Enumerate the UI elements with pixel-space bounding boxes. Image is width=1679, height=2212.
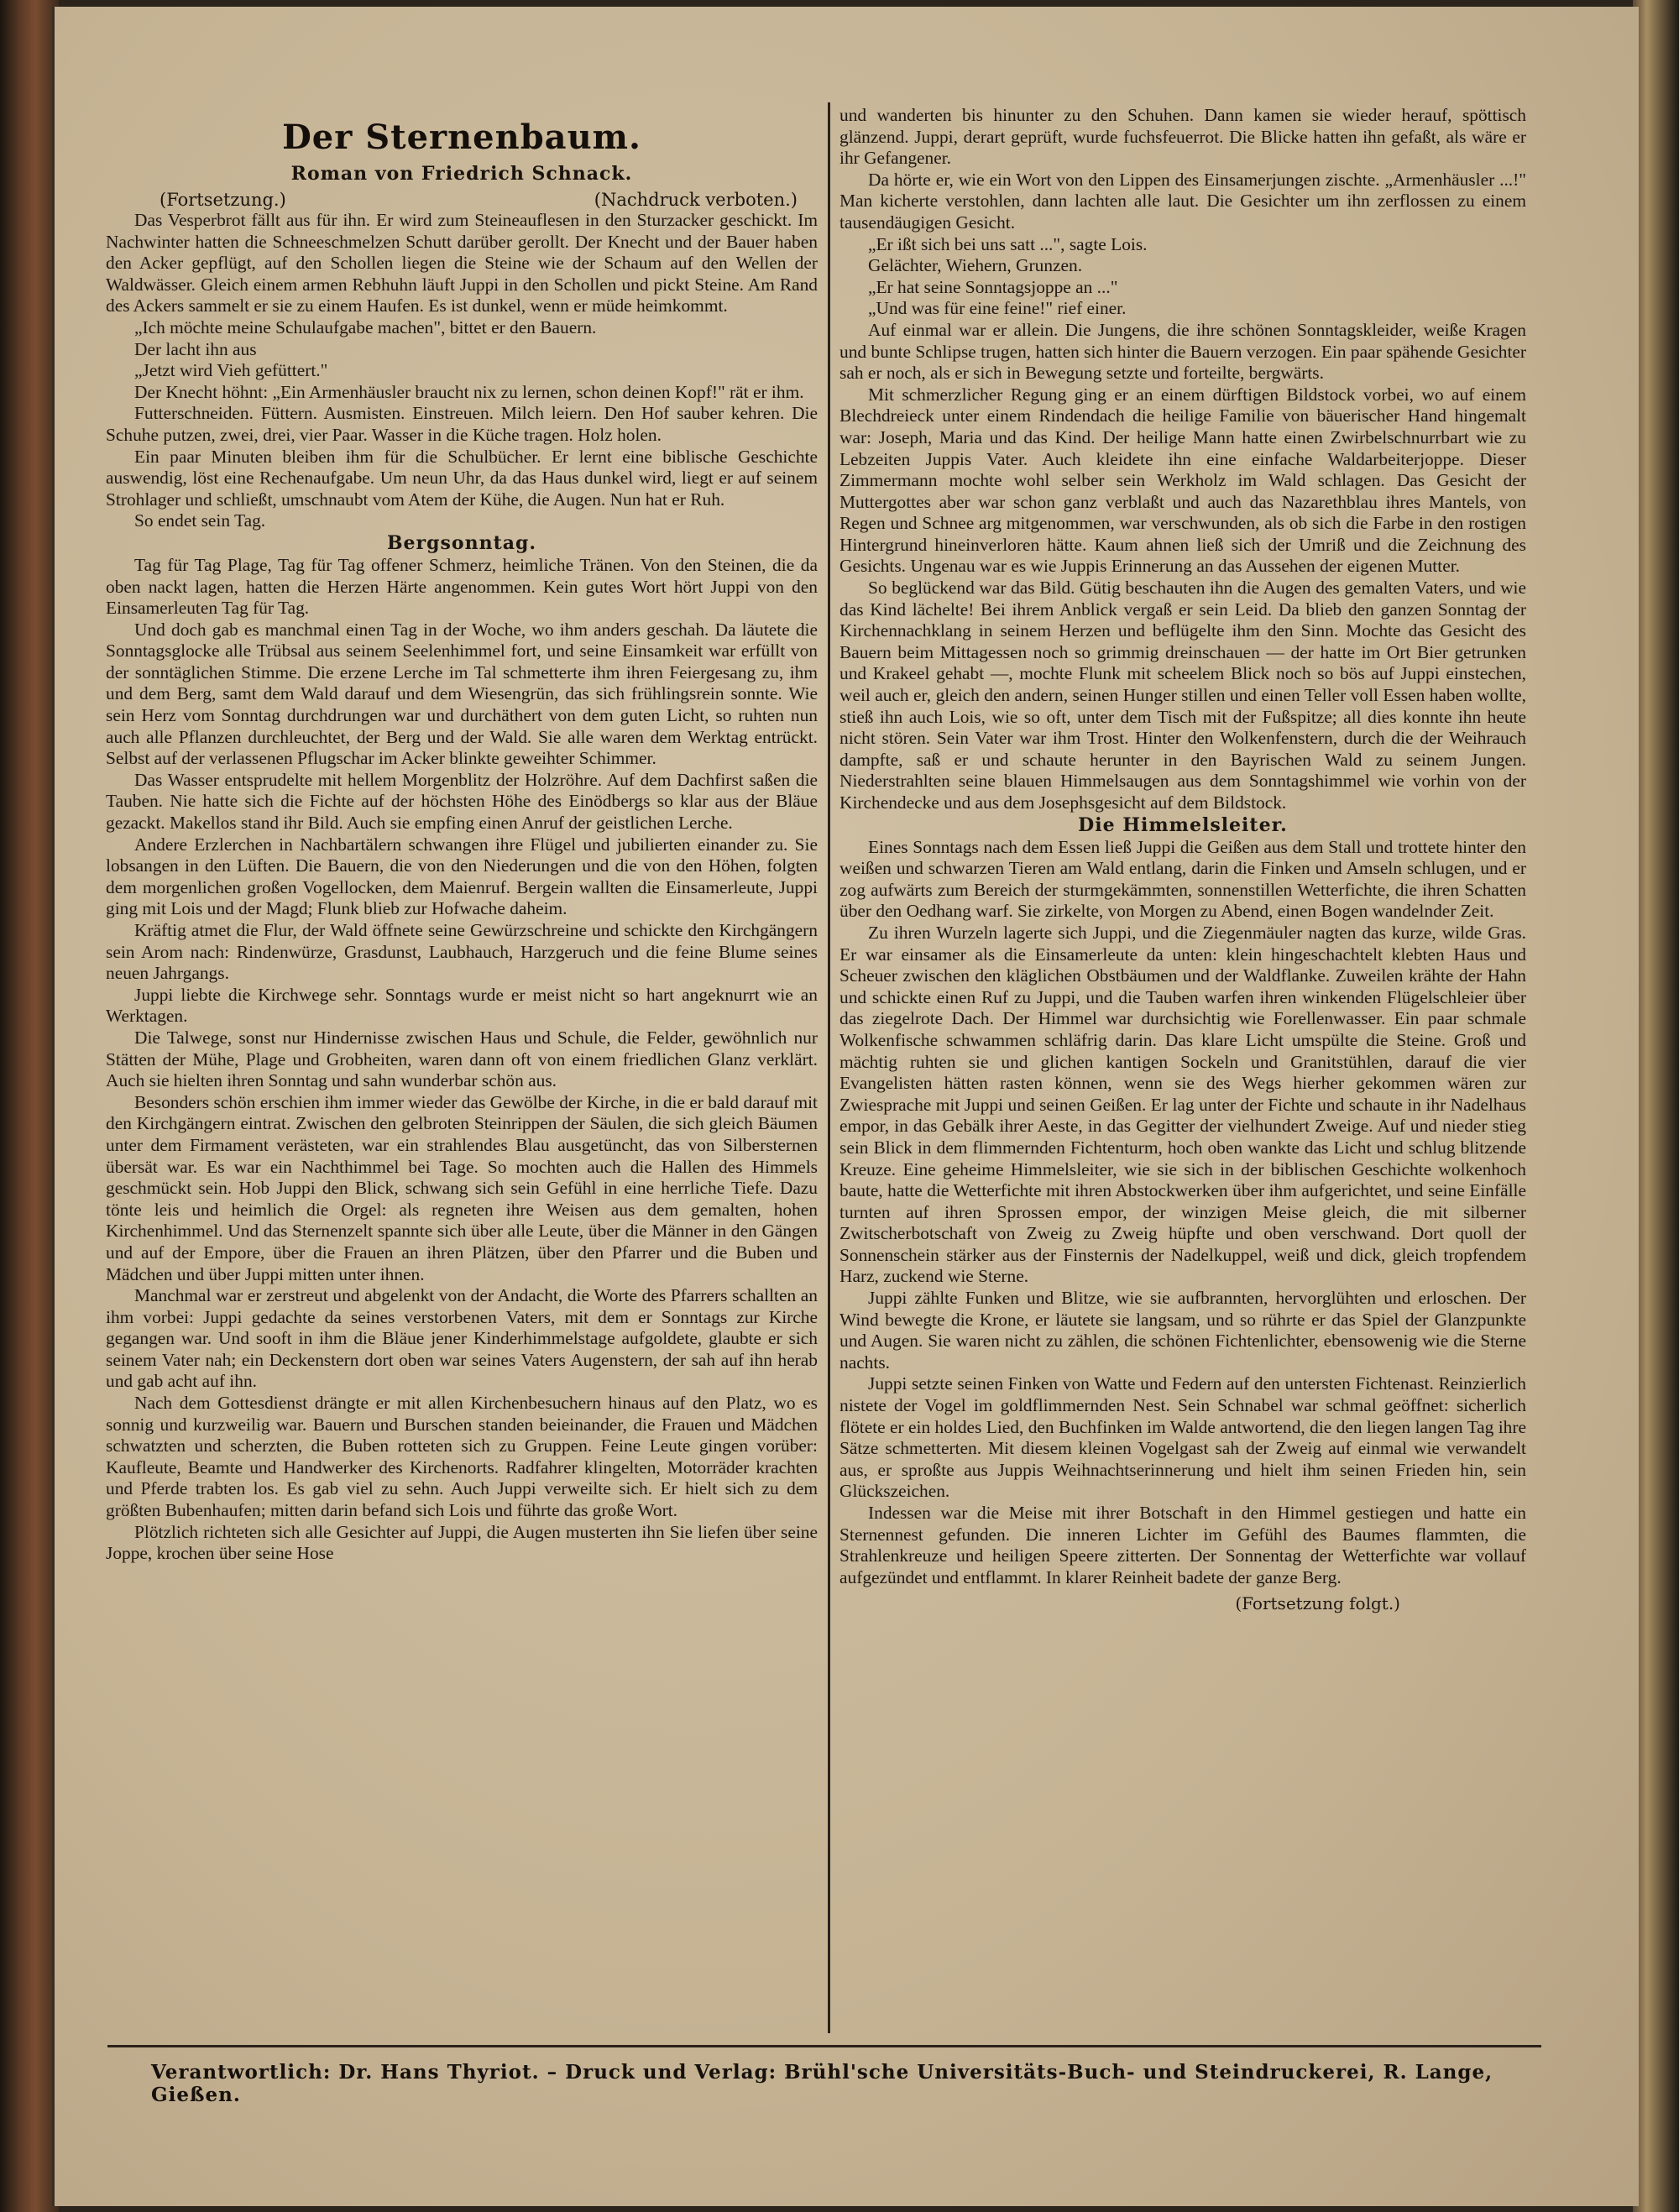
article-title: Der Sternenbaum. [282, 118, 641, 157]
section-heading: Die Himmelsleiter. [1078, 813, 1288, 836]
paragraph: „Ich möchte meine Schulaufgabe machen", bittet er den Bauern. [134, 316, 597, 337]
paragraph: So endet sein Tag. [134, 510, 266, 531]
paragraph: Nach dem Gottesdienst drängte er mit allen Kirchenbesuchern hinaus auf den Platz, wo es sonnig und kurzweilig war. Bauern und Burschen standen beieinander, die Frauen und Mädchen schwatzten und scherzten, die Buben rotteten sich zu Gruppen. Feine Leute gingen vorüber: Kaufleute, Beamte und Handwerker des Kirchenorts. Radfahrer klingelten, Motorräder krachten und Pferde trabten los. Es gab viel zu sehn. Auch Juppi verweilte sich. Er hielt sich zu dem größten Bubenhaufen; mitten darin befand sich Lois und führte das große Wort. [106, 1393, 818, 1521]
left-column [106, 210, 818, 1565]
paragraph: Futterschneiden. Füttern. Ausmisten. Einstreuen. Milch leiern. Den Hof sauber kehren. Die Schuhe putzen, zwei, drei, vier Paar. Wasser in die Küche tragen. Holz holen. [106, 403, 818, 445]
paragraph: Das Vesperbrot fällt aus für ihn. Er wird zum Steineauflesen in den Sturzacker geschickt. Im Nachwinter hatten die Schneeschmelzen Schutt darüber gerollt. Der Knecht und der Bauer haben den Acker gepflügt, auf den Schollen liegen die Steine wie der Schaum auf den Wellen der Waldwässer. Gleich einem armen Rebhuhn läuft Juppi in den Schollen und pickt Steine. Am Rand des Ackers sammelt er sie zu einem Haufen. Es ist dunkel, wenn er müde heimkommt. [106, 210, 818, 316]
article-notes [160, 190, 798, 210]
paragraph: und wanderten bis hinunter zu den Schuhen. Dann kamen sie wieder herauf, spöttisch glänzend. Juppi, derart geprüft, wurde fuchsfeuerrot. Die Blicke hatten ihn gefaßt, als wäre er ihr Gefangener. [840, 105, 1526, 169]
continuation-footer: (Fortsetzung folgt.) [1235, 1593, 1400, 1614]
paragraph: Da hörte er, wie ein Wort von den Lippen des Einsamerjungen zischte. „Armenhäusler ...!" Man kicherte verstohlen, dann lachten alle laut. Die Gesichter um ihn zerflossen zu einem tausendäugigen Gesicht. [840, 169, 1526, 233]
section-heading: Bergsonntag. [386, 531, 537, 554]
paragraph: „Er ißt sich bei uns satt ...", sagte Lois. [868, 233, 1148, 254]
paragraph: Juppi liebte die Kirchwege sehr. Sonntags wurde er meist nicht so hart angeknurrt wie an Werktagen. [106, 984, 818, 1027]
paragraph: Juppi setzte seinen Finken von Watte und Federn auf den untersten Fichtenast. Reinzierlich nistete der Vogel im goldflimmernden Nest. Sein Schnabel war schmal geöffnet: sicherlich flötete er ein holdes Lied, den Buchfinken im Walde antwortend, die den liegen langen Tag ihre Sätze schmetterten. Mit diesem kleinen Vogelgast sah der Zweig auf einmal wie verwandelt aus, er sproßte aus Juppis Weihnachtserinnerung und hielt ihm seinen Frieden hin, sein Glückszeichen. [840, 1373, 1526, 1502]
paragraph: „Jetzt wird Vieh gefüttert." [134, 360, 328, 381]
paragraph: Der Knecht höhnt: „Ein Armenhäusler braucht nix zu lernen, schon deinen Kopf!" rät er ihm. [134, 381, 804, 402]
paragraph: Tag für Tag Plage, Tag für Tag offener Schmerz, heimliche Tränen. Von den Steinen, die da oben nackt lagen, hatten die Herzen Härte angenommen. Kein gutes Wort hört Juppi von den Einsamerleuten Tag für Tag. [106, 554, 818, 619]
paragraph: „Und was für eine feine!" rief einer. [868, 298, 1127, 319]
paragraph: Juppi zählte Funken und Blitze, wie sie aufbrannten, hervorglühten und erloschen. Der Wind bewegte die Krone, er läutete sie langsam, und so rührte er das Spiel der Glanzpunkte und Augen. Sie waren nicht zu zählen, die schönen Fichtenlichter, ebensowenig wie die Sterne nachts. [840, 1288, 1526, 1373]
paragraph: Besonders schön erschien ihm immer wieder das Gewölbe der Kirche, in die er bald darauf mit den Kirchgängern eintrat. Zwischen den gelbroten Steinrippen der Säulen, die sich gleich Bäumen unter dem Firmament verästeten, war ein strahlendes Blau ausgetüncht, das von Silbersternen übersät war. Es war ein Nachthimmel bei Tage. So mochten auch die Hallen des Himmels geschmückt sein. Hob Juppi den Blick, schwang sich sein Gefühl in eine herrliche Tiefe. Dazu tönte leis und heimlich die Orgel: als regneten ihre Weisen aus dem gemalten, hohen Kirchenhimmel. Und das Sternenzelt spannte sich über alle Leute, über die Männer in den Gängen und auf der Empore, über die Frauen an ihren Plätzen, über den Pfarrer und die Buben und Mädchen und über Juppi mitten unter ihnen. [106, 1091, 818, 1284]
paragraph: Das Wasser entsprudelte mit hellem Morgenblitz der Holzröhre. Auf dem Dachfirst saßen die Tauben. Nie hatte sich die Fichte auf der höchsten Höhe des Einödbergs so klar aus der Bläue gezackt. Makellos stand ihr Bild. Auch sie empfing einen Anruf der geistlichen Lerche. [106, 769, 818, 834]
column-divider [828, 102, 830, 2033]
paragraph: Andere Erzlerchen in Nachbartälern schwangen ihre Flügel und jubilierten einander zu. Sie lobsangen in den Lüften. Die Bauern, die von den Niederungen und die von den Höhen, folgten dem morgenlichen großen Vogellocken, dem Maienruf. Bergein wallten die Einsamerleute, Juppi ging mit Lois und der Magd; Flunk blieb zur Hofwache daheim. [106, 834, 818, 919]
paragraph: „Er hat seine Sonntagsjoppe an ..." [868, 276, 1118, 297]
article-byline: Roman von Friedrich Schnack. [290, 163, 633, 185]
paragraph: Auf einmal war er allein. Die Jungens, die ihre schönen Sonntagskleider, weiße Kragen und bunte Schlipse trugen, hatten sich hinter die Bauern verzogen. Ein paar spähende Gesichter sah er noch, als er sich in Bewegung setzte und forteilte, bergwärts. [840, 319, 1526, 384]
publisher-imprint: Verantwortlich: Dr. Hans Thyriot. – Druck und Verlag: Brühl'sche Universitäts-Buch- und Steindruckerei, R. Lange, Gießen. [151, 2061, 1493, 2106]
paragraph: Indessen war die Meise mit ihrer Botschaft in den Himmel gestiegen und hatte ein Sternennest gefunden. Die inneren Lichter im Gefühl des Baumes flammten, die Strahlenkreuze und heiligen Speere zitterten. Der Sonnentag der Wetterfichte war vollauf aufgezündet und entflammt. In klarer Reinheit badete der ganze Berg. [840, 1503, 1526, 1587]
paragraph: Mit schmerzlicher Regung ging er an einem dürftigen Bildstock vorbei, wo auf einem Blechdreieck unter einem Rindendach die heilige Familie von bäuerischer Hand hingemalt war: Joseph, Maria und das Kind. Der heilige Mann hatte einen Zwirbelschnurrbart wie zu Lebzeiten Juppis Vater. Auch kleidete ihn eine einfache Waldarbeiterjoppe. Dieser Zimmermann mochte wohl selber sein Werkholz im Wald schlagen. Das Gesicht der Muttergottes aber war schon ganz verblaßt und auch das Nazarethblau ihres Mantels, von Regen und Schnee arg mitgenommen, war verschwunden, als ob sich die Farbe in den rostigen Hintergrund hineinverloren hätte. Kaum ahnen ließ sich der Umriß und die Zeichnung des Gesichts. Ungenau war es wie Juppis Erinnerung an das Aussehen der eigenen Mutter. [840, 384, 1526, 577]
book-binding-left [0, 0, 59, 2212]
paragraph: Zu ihren Wurzeln lagerte sich Juppi, und die Ziegenmäuler nagten das kurze, wilde Gras. Er war einsamer als die Einsamerleute da unten: klein hingeschachtelt klebten Haus und Scheuer zwischen den kläglichen Obstbäumen und der Waldflanke. Zuweilen krähte der Hahn und schickte einen Ruf zu Juppi, und die Tauben warfen ihren winkenden Flügelschleier über das ziegelrote Dach. Der Himmel war durchsichtig wie Forellenwasser. Ein paar schmale Wolkenfische schwammen schläfrig darin. Das klare Licht umspülte die Steine. Groß und mächtig ruhten sie und glichen kantigen Sockeln und Granitstühlen, darauf die vier Evangelisten hätten rasten können, wenn sie des Wegs hierher gekommen wären zur Zwiesprache mit Juppi und seinen Geißen. Er lag unter der Fichte und schaute in ihr Nadelhaus empor, in das Gebälk ihrer Aeste, in das Gegitter der vielhundert Zweige. Auf und nieder stieg sein Blick in dem flimmernden Fichtenturm, hoch oben wankte das Licht und schlug blitzende Kreuze. Eine geheime Himmelsleiter, wie sie sich in der biblischen Geschichte wolkenhoch baute, hatte die Wetterfichte mit ihren Abstockwerken über ihm aufgerichtet, und seine Einfälle turnten auf ihren Sprossen empor, der winzigen Meise gleich, die mit silberner Zwitscherbotschaft von Zweig zu Zweig hüpfte und oben verschwand. Dort quoll der Sonnenschein stärker aus der Finsternis der Nadelkuppel, weiß und dick, gleich tropfendem Harz, zuckend wie Sterne. [840, 922, 1526, 1287]
paragraph: Kräftig atmet die Flur, der Wald öffnete seine Gewürzschreine und schickte den Kirchgängern sein Arom nach: Rindenwürze, Grasdunst, Laubhauch, Harzgeruch und die feine Blume seines neuen Jahrgangs. [106, 920, 818, 984]
footer-rule [107, 2045, 1541, 2047]
right-column [840, 105, 1526, 1615]
rights-note: (Nachdruck verboten.) [594, 190, 798, 210]
paragraph: Gelächter, Wiehern, Grunzen. [868, 255, 1083, 276]
paragraph: Die Talwege, sonst nur Hindernisse zwischen Haus und Schule, die Felder, gewöhnlich nur Stätten der Mühe, Plage und Grobheiten, waren dann oft von einem friedlichen Glanz verklärt. Auch sie hielten ihren Sonntag und sahn wunderbar schön aus. [106, 1027, 818, 1091]
paragraph: Eines Sonntags nach dem Essen ließ Juppi die Geißen aus dem Stall und trottete hinter den weißen und schwarzen Tieren am Wald entlang, darin die Finken und Amseln schlugen, und er zog aufwärts zum Bereich der sturmgekämmten, sonnenstillen Wetterfichte, die ihren Schatten über den Oedhang warf. Sie zirkelte, von Morgen zu Abend, einen Bogen wandelnder Zeit. [840, 836, 1526, 922]
paragraph: Plötzlich richteten sich alle Gesichter auf Juppi, die Augen musterten ihn Sie liefen über seine Joppe, krochen über seine Hose [106, 1521, 818, 1564]
paragraph: So beglückend war das Bild. Gütig beschauten ihn die Augen des gemalten Vaters, und wie das Kind lächelte! Bei ihrem Anblick vergaß er sein Leid. Da blieb den ganzen Sonntag der Kirchennachklang in seinem Herzen und beflügelte ihm den Sinn. Mochte das Gesicht des Bauern beim Mittagessen noch so grimmig dreinschauen — der hatte im Ort Bier getrunken und Krakeel gehabt —, mochte Flunk mit scheelem Blick noch so bös auf Juppi einstechen, weil auch er, gleich den andern, seinen Hunger stillen und einen Teller voll Essen haben wollte, stieß ihn auch Lois, wie so oft, unter dem Tisch mit der Fußspitze; all dies konnte ihn heute nicht stören. Sein Vater war ihm Trost. Hinter den Wolkenfenstern, durch die der Weihrauch dampfte, saß er und schaute herunter in den Bayrischen Wald zu seinem Jungen. Niederstrahlten seine blauen Himmelsaugen aus dem Sonntagshimmel wie vorhin von der Kirchendecke und aus dem Josephsgesicht auf dem Bildstock. [840, 578, 1526, 813]
paragraph: Und doch gab es manchmal einen Tag in der Woche, wo ihm anders geschah. Da läutete die Sonntagsglocke alle Trübsal aus seinem Seelenhimmel fort, und seine Einsamkeit war erfüllt von der sonntäglichen Stimme. Die erzene Lerche im Tal schmetterte ihm ihren Feiergesang zu, ihm und dem Berg, samt dem Wald darauf und dem Wiesengrün, das sich frühlingsrein sonnte. Wie sein Herz vom Sonntag durchdrungen war und durchäthert von dem guten Licht, so ruhten nun auch alle Pflanzen durchleuchtet, der Berg und der Wald. Sie alle waren dem Werktag entrückt. Selbst auf der verlassenen Pflugschar im Acker blinkte geweihter Schimmer. [106, 619, 818, 769]
paragraph: Der lacht ihn aus [134, 338, 257, 359]
paragraph: Manchmal war er zerstreut und abgelenkt von der Andacht, die Worte des Pfarrers schallten an ihm vorbei: Juppi gedachte da seines verstorbenen Vaters, mit dem er Sonntags zur Kirche gegangen war. Und sooft in ihm die Bläue jener Kinderhimmelstage aufgoldete, glaubte er sich seinem Vater nah; ein Deckenstern dort oben war seines Vaters Augenstern, der sah auf ihn herab und gab acht auf ihn. [106, 1285, 818, 1392]
book-binding-right [1633, 0, 1679, 2212]
continuation-note: (Fortsetzung.) [160, 190, 286, 210]
paragraph: Ein paar Minuten bleiben ihm für die Schulbücher. Er lernt eine biblische Geschichte auswendig, löst eine Rechenaufgabe. Um neun Uhr, da das Haus dunkel wird, liegt er auf seinem Strohlager und schließt, umschnaubt vom Atem der Kühe, die Augen. Nun hat er Ruh. [106, 446, 818, 510]
